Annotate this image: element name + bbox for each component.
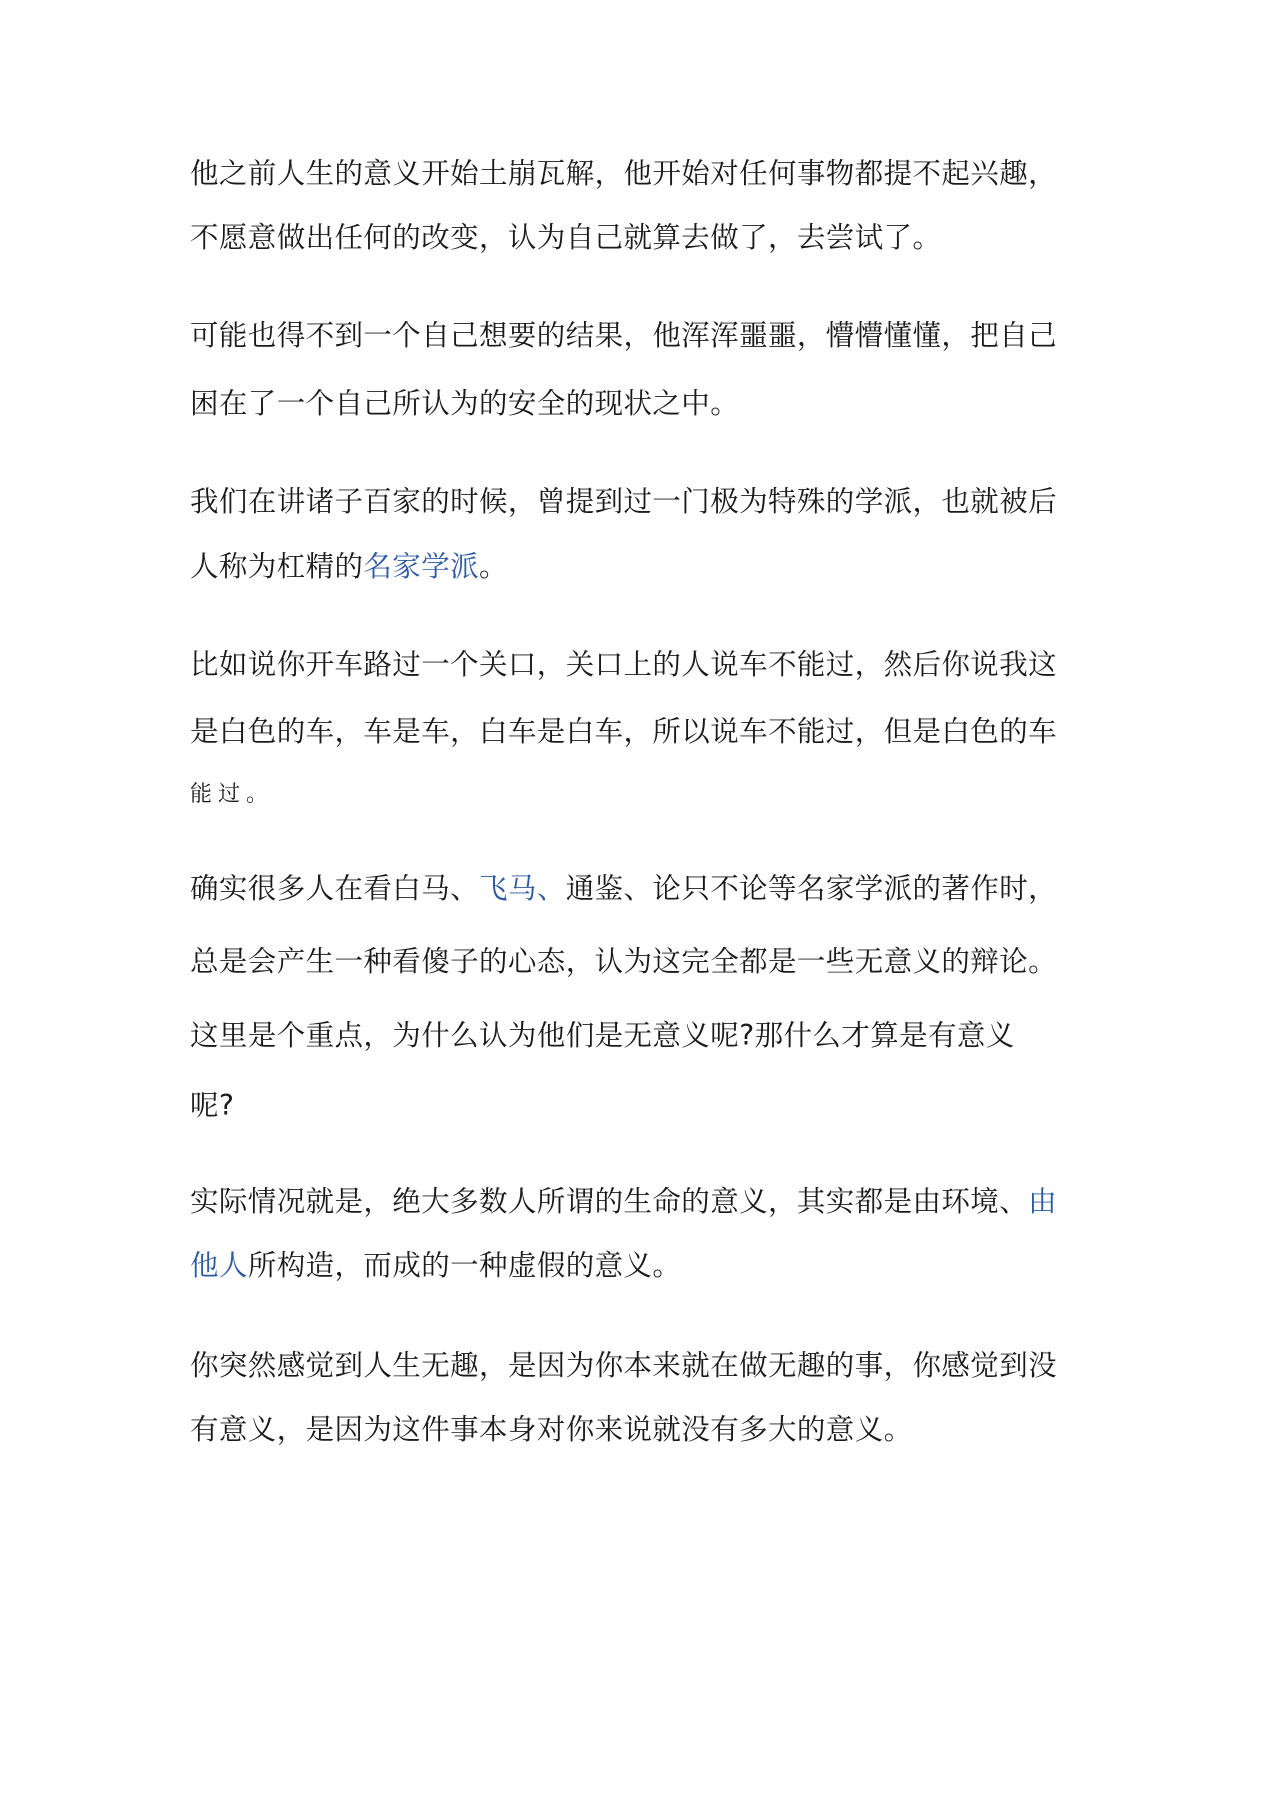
text-line xyxy=(190,1410,1090,1450)
text-segment: 他之前人生的意义开始土崩瓦解，他开始对任何事物都提不起兴趣， xyxy=(190,157,1058,190)
text-line xyxy=(190,1346,1090,1386)
text-segment: 总是会产生一种看傻子的心态，认为这完全都是一些无意义的辩论。 xyxy=(190,945,1058,978)
text-segment: 困在了一个自己所认为的安全的现状之中。 xyxy=(190,387,740,420)
text-line xyxy=(190,218,1090,258)
text-line xyxy=(190,869,1090,909)
text-line xyxy=(190,1086,1090,1126)
text-line xyxy=(190,1182,1090,1222)
text-segment: 这里是个重点，为什么认为他们是无意义呢?那什么才算是有意义 xyxy=(190,1019,1015,1052)
text-line xyxy=(190,712,1090,752)
text-line xyxy=(190,775,1090,815)
text-line xyxy=(190,1016,1090,1056)
text-line xyxy=(190,384,1090,424)
text-segment: 比如说你开车路过一个关口，关口上的人说车不能过，然后你说我这 xyxy=(190,648,1058,681)
text-link[interactable]: 由 xyxy=(1028,1185,1058,1218)
text-segment: 你突然感觉到人生无趣，是因为你本来就在做无趣的事，你感觉到没 xyxy=(190,1349,1058,1382)
text-segment: 实际情况就是，绝大多数人所谓的生命的意义，其实都是由环境、 xyxy=(190,1185,1029,1218)
text-line xyxy=(190,482,1090,522)
text-segment: 能过。 xyxy=(190,782,275,807)
text-line xyxy=(190,942,1090,982)
text-segment: 有意义，是因为这件事本身对你来说就没有多大的意义。 xyxy=(190,1413,913,1446)
text-link[interactable]: 他人 xyxy=(190,1249,248,1282)
text-segment: 。 xyxy=(479,550,508,583)
text-segment: 可能也得不到一个自己想要的结果，他浑浑噩噩，懵懵懂懂，把自己 xyxy=(190,319,1058,352)
text-segment: 人称为杠精的 xyxy=(190,550,364,583)
text-segment: 确实很多人在看白马、 xyxy=(190,872,480,905)
text-link[interactable]: 飞马、 xyxy=(479,872,566,905)
text-line xyxy=(190,154,1090,194)
text-segment: 所构造，而成的一种虚假的意义。 xyxy=(247,1249,682,1282)
text-segment: 不愿意做出任何的改变，认为自己就算去做了，去尝试了。 xyxy=(190,221,942,254)
text-segment: 是白色的车，车是车，白车是白车，所以说车不能过，但是白色的车 xyxy=(190,715,1058,748)
text-line xyxy=(190,547,1090,587)
text-segment: 呢? xyxy=(190,1089,235,1122)
text-line xyxy=(190,645,1090,685)
text-segment: 我们在讲诸子百家的时候，曾提到过一门极为特殊的学派，也就被后 xyxy=(190,485,1058,518)
text-line xyxy=(190,316,1090,356)
text-link[interactable]: 名家学派 xyxy=(363,550,480,583)
text-segment: 通鉴、论只不论等名家学派的著作时， xyxy=(565,872,1058,905)
text-line xyxy=(190,1246,1090,1286)
